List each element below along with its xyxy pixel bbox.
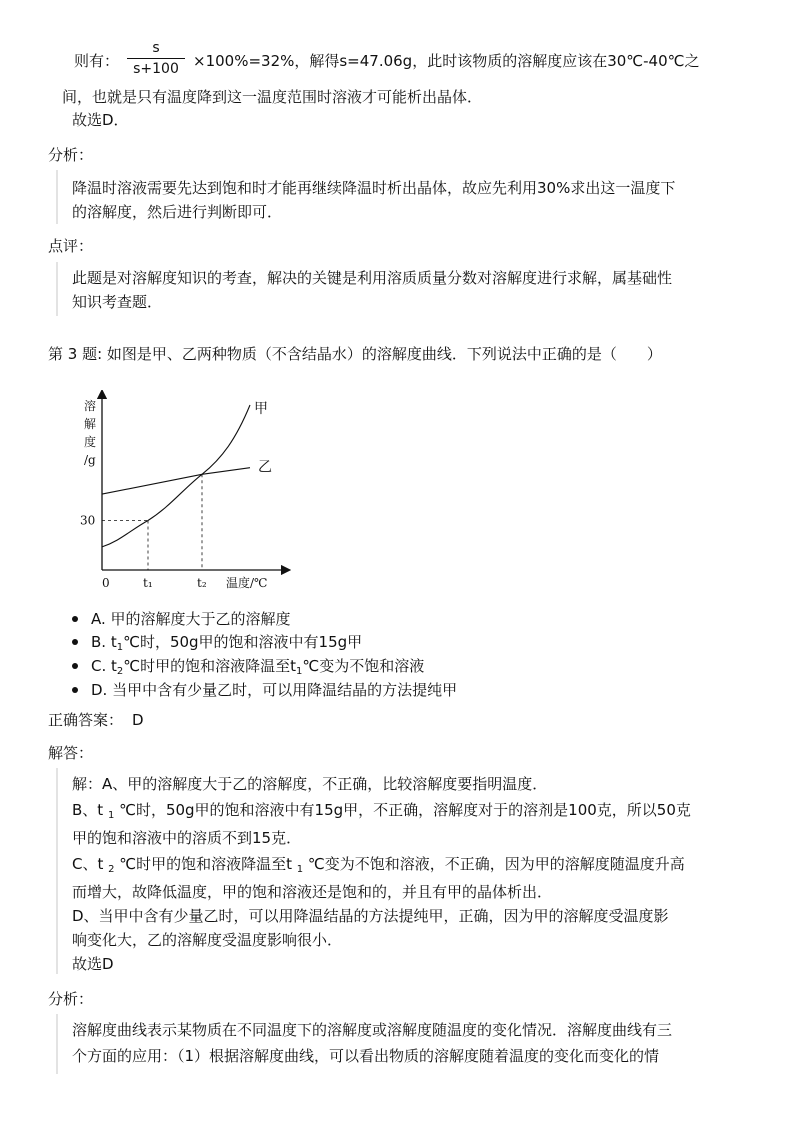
option-item[interactable]: C. $t_2℃$时甲的饱和溶液降温至$t_1℃$变为不饱和溶液 <box>91 657 425 677</box>
bullet <box>72 639 78 645</box>
solution-line: B、t $_1$ ℃时，50g甲的饱和溶液中有15g甲，不正确，溶解度对于的溶剂是100克，所以50克 <box>72 801 691 821</box>
bullet <box>72 687 78 693</box>
y-label-char: 溶 <box>84 399 97 413</box>
series-yi-label: 乙 <box>258 459 272 476</box>
series-jia-label: 甲 <box>254 401 268 417</box>
quote-bar <box>56 170 58 224</box>
x-tick-label: t₁ <box>143 576 153 590</box>
x-axis-label: 温度/℃ <box>226 576 268 590</box>
answer-value: D <box>132 711 144 729</box>
option-item[interactable]: D. 当甲中含有少量乙时，可以用降温结晶的方法提纯甲 <box>91 681 458 699</box>
origin-label: 0 <box>102 576 110 590</box>
solution-line: 而增大，故降低温度，甲的饱和溶液还是饱和的，并且有甲的晶体析出． <box>72 883 553 901</box>
analysis-line: 个方面的应用：（1）根据溶解度曲线，可以看出物质的溶解度随着温度的变化而变化的情 <box>72 1047 660 1065</box>
solubility-chart <box>78 390 298 600</box>
quote-bar <box>56 1014 58 1074</box>
fraction <box>127 40 185 77</box>
analysis-label: 分析： <box>48 146 94 164</box>
fraction-numerator: s <box>152 40 160 56</box>
y-tick-label: 30 <box>80 513 96 528</box>
y-label-char: 度 <box>84 435 97 449</box>
series-jia-line <box>102 405 250 547</box>
quote-bar <box>56 768 58 974</box>
quote-bar <box>56 262 58 316</box>
option-item[interactable]: B. $t_1℃$时，50g甲的饱和溶液中有15g甲 <box>91 633 363 653</box>
review-line: 此题是对溶解度知识的考查，解决的关键是利用溶质质量分数对溶解度进行求解，属基础性 <box>72 269 673 287</box>
review-label: 点评： <box>48 237 94 255</box>
solution-line: C、t $_2$ ℃时甲的饱和溶液降温至t $_1$ ℃变为不饱和溶液，不正确，因为甲的溶解度随温度升高 <box>72 855 685 875</box>
solution-label: 解答： <box>48 744 94 762</box>
bullet <box>72 663 78 669</box>
question-title: 第 3 题: 如图是甲、乙两种物质（不含结晶水）的溶解度曲线．下列说法中正确的是（ ） <box>48 345 662 363</box>
y-label-char: /g <box>84 453 96 467</box>
solution-conclusion: 故选D <box>72 955 114 973</box>
review-line: 知识考查题． <box>72 293 163 311</box>
analysis-line: 的溶解度，然后进行判断即可． <box>72 203 283 221</box>
solution-prefix: 则有： <box>74 52 120 70</box>
solution-line: 解：A、甲的溶解度大于乙的溶解度，不正确，比较溶解度要指明温度． <box>72 775 548 793</box>
option-item[interactable]: A. 甲的溶解度大于乙的溶解度 <box>91 610 291 628</box>
solution-line: 响变化大，乙的溶解度受温度影响很小． <box>72 931 343 949</box>
bullet <box>72 616 78 622</box>
solution-conclusion: 故选D． <box>72 111 129 129</box>
solution-line: 甲的饱和溶液中的溶质不到15克． <box>72 829 302 847</box>
series-yi-line <box>102 468 250 494</box>
x-tick-label: t₂ <box>197 576 207 590</box>
analysis-label: 分析： <box>48 990 94 1008</box>
analysis-line: 降温时溶液需要先达到饱和时才能再继续降温时析出晶体，故应先利用30%求出这一温度下 <box>72 179 676 197</box>
y-label-char: 解 <box>84 417 97 431</box>
analysis-line: 溶解度曲线表示某物质在不同温度下的溶解度或溶解度随温度的变化情况．溶解度曲线有三 <box>72 1021 673 1039</box>
answer-label: 正确答案： <box>48 711 124 729</box>
solution-line: ×100%=32%，解得s=47.06g，此时该物质的溶解度应该在30℃-40℃之 <box>193 52 700 70</box>
solution-line: D、当甲中含有少量乙时，可以用降温结晶的方法提纯甲，正确，因为甲的溶解度受温度影 <box>72 907 669 925</box>
fraction-denominator: s+100 <box>127 58 185 77</box>
solution-line: 间，也就是只有温度降到这一温度范围时溶液才可能析出晶体． <box>62 88 483 106</box>
